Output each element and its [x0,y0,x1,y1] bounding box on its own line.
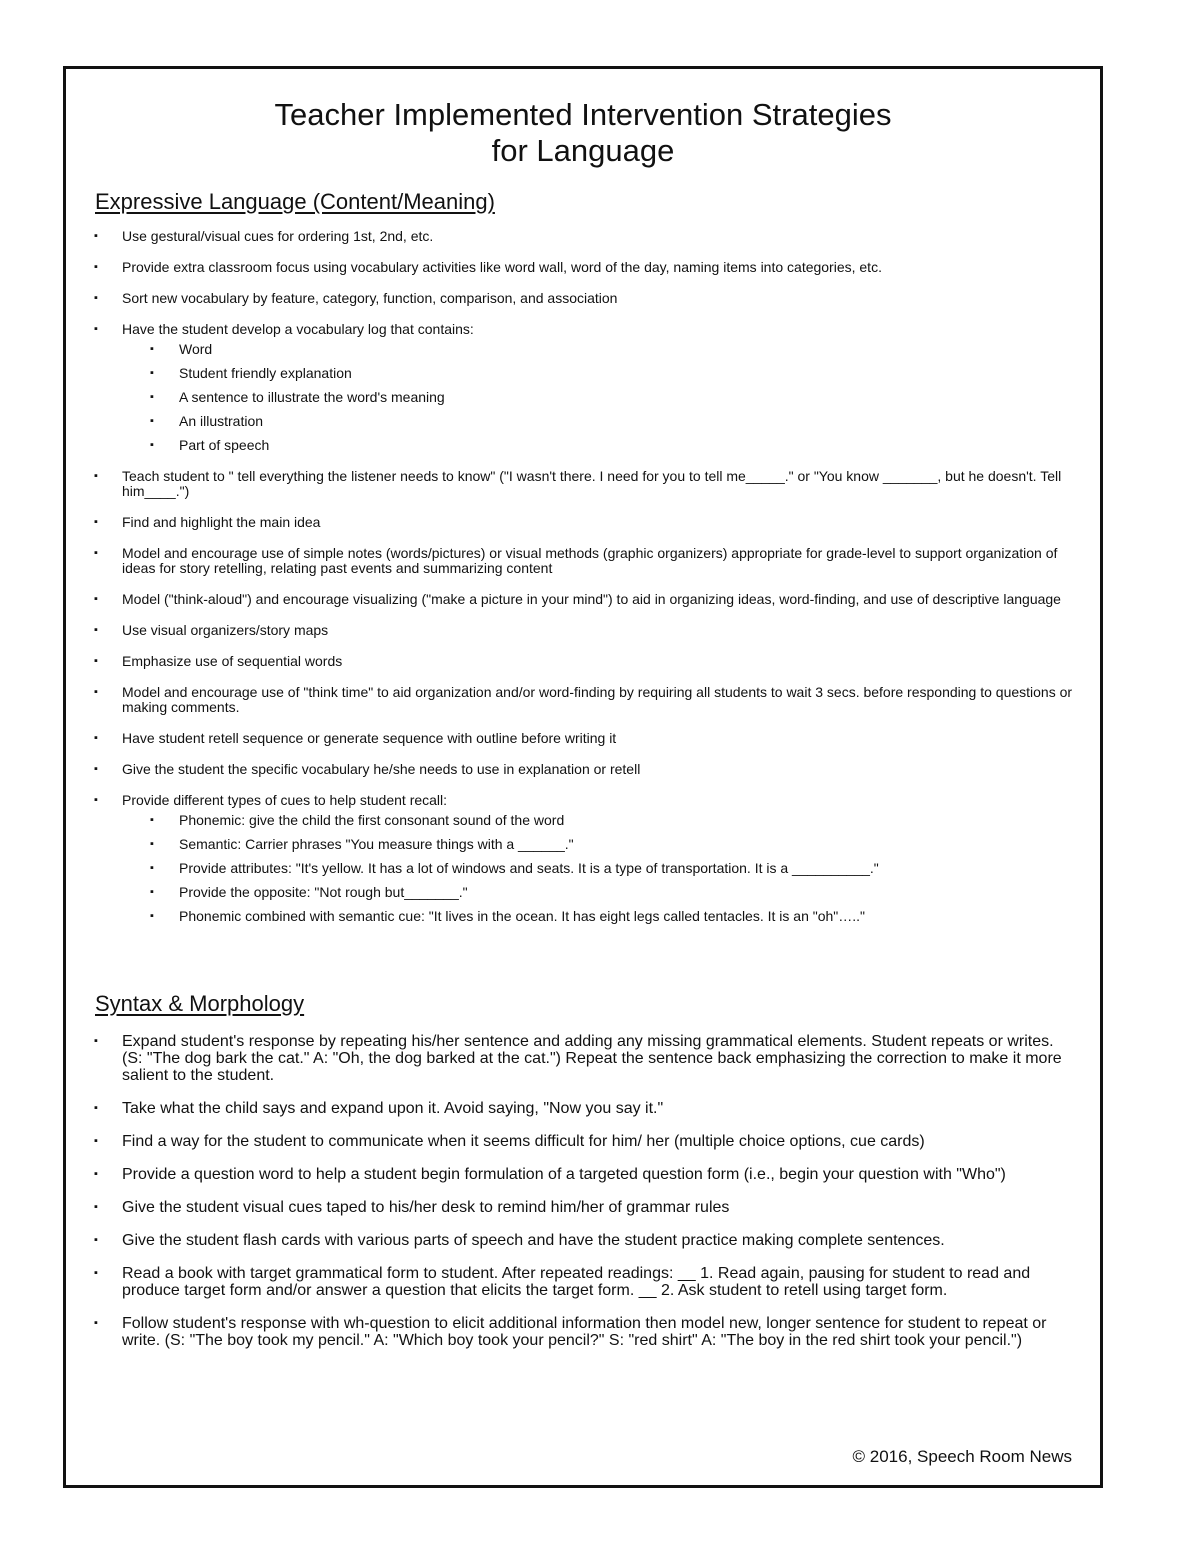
bullet-icon: ▪ [94,323,98,335]
list-item [94,1100,1078,1117]
list-item [94,1315,1078,1349]
list-item [94,515,1078,530]
bullet-icon: ▪ [94,1317,98,1329]
bullet-icon: ▪ [94,655,98,667]
list-item [94,260,1078,275]
list-item [94,592,1078,607]
expressive-strategies-list [94,229,1078,940]
sub-list [122,813,1078,924]
page-frame [63,66,1103,1488]
list-item-text: Model ("think-aloud") and encourage visualizing ("make a picture in your mind") to aid in organizing ideas, word-finding, and use of descriptive language [122,591,1061,607]
sub-list [122,342,1078,453]
bullet-icon: ▪ [150,343,154,355]
sub-list-item-text: A sentence to illustrate the word's meaning [179,389,445,405]
list-item-text: Read a book with target grammatical form to student. After repeated readings: __ 1. Read again, pausing for student to read and produce target form and/or answer a question that elicits the target form. __ 2. Ask student to retell using target form. [122,1265,1031,1299]
bullet-icon: ▪ [150,838,154,850]
bullet-icon: ▪ [150,439,154,451]
bullet-icon: ▪ [150,910,154,922]
sub-list-item-text: Phonemic combined with semantic cue: "It lives in the ocean. It has eight legs called tentacles. It is an "oh"….." [179,908,866,924]
bullet-icon: ▪ [94,261,98,273]
bullet-icon: ▪ [94,1102,98,1114]
bullet-icon: ▪ [150,862,154,874]
sub-list-item [122,390,1078,405]
list-item [94,731,1078,746]
list-item [94,322,1078,453]
sub-list-item-text: Word [179,341,213,357]
sub-list-item [122,861,1078,876]
sub-list-item-text: Phonemic: give the child the first consonant sound of the word [179,812,565,828]
bullet-icon: ▪ [94,516,98,528]
sub-list-item-text: Student friendly explanation [179,365,352,381]
bullet-icon: ▪ [94,470,98,482]
list-item [94,1265,1078,1299]
sub-list-item-text: An illustration [179,413,264,429]
sub-list-item [122,813,1078,828]
bullet-icon: ▪ [94,547,98,559]
bullet-icon: ▪ [94,1168,98,1180]
list-item [94,654,1078,669]
syntax-strategies-list [94,1033,1078,1365]
list-item-text: Expand student's response by repeating his/her sentence and adding any missing grammatical elements. Student repeats or writes. (S: "The dog bark the cat." A: "Oh, the dog barked at the cat.") Repeat the sentence back emphasizing the correction to make it more salient to the student. [122,1033,1062,1084]
bullet-icon: ▪ [94,1234,98,1246]
bullet-icon: ▪ [150,814,154,826]
sub-list-item [122,909,1078,924]
list-item [94,291,1078,306]
list-item [94,1166,1078,1183]
sub-list-item [122,837,1078,852]
list-item-text: Use visual organizers/story maps [122,622,329,638]
list-item-text: Give the student the specific vocabulary he/she needs to use in explanation or retell [122,761,641,777]
list-item [94,229,1078,244]
bullet-icon: ▪ [94,763,98,775]
list-item-text: Find a way for the student to communicate when it seems difficult for him/ her (multiple choice options, cue cards) [122,1133,925,1150]
sub-list-item [122,885,1078,900]
list-item-text: Provide a question word to help a student begin formulation of a targeted question form (i.e., begin your question with "Who") [122,1166,1006,1183]
list-item-text: Emphasize use of sequential words [122,653,343,669]
list-item [94,762,1078,777]
bullet-icon: ▪ [94,1267,98,1279]
syntax-morphology-heading: Syntax & Morphology [95,991,305,1016]
copyright-footer: © 2016, Speech Room News [852,1447,1072,1466]
expressive-language-heading: Expressive Language (Content/Meaning) [95,189,495,214]
bullet-icon: ▪ [150,415,154,427]
bullet-icon: ▪ [94,230,98,242]
list-item-text: Sort new vocabulary by feature, category, function, comparison, and association [122,290,618,306]
list-item-text: Teach student to " tell everything the listener needs to know" ("I wasn't there. I need for you to tell me_____." or "You know _______, but he doesn't. Tell him____.") [122,468,1062,499]
bullet-icon: ▪ [94,794,98,806]
sub-list-item [122,342,1078,357]
bullet-icon: ▪ [94,1135,98,1147]
list-item [94,1133,1078,1150]
list-item-text: Find and highlight the main idea [122,514,321,530]
list-item [94,469,1078,499]
list-item [94,623,1078,638]
bullet-icon: ▪ [94,624,98,636]
list-item-text: Provide different types of cues to help student recall: [122,792,448,808]
list-item [94,1033,1078,1084]
bullet-icon: ▪ [94,1201,98,1213]
sub-list-item [122,414,1078,429]
list-item [94,1232,1078,1249]
list-item-text: Give the student flash cards with various parts of speech and have the student practice making complete sentences. [122,1232,945,1249]
list-item-text: Model and encourage use of simple notes (words/pictures) or visual methods (graphic organizers) appropriate for grade-level to support organization of ideas for story retelling, relating past events and summarizing content [122,545,1058,576]
bullet-icon: ▪ [94,686,98,698]
bullet-icon: ▪ [94,593,98,605]
sub-list-item-text: Provide the opposite: "Not rough but_______." [179,884,468,900]
page-title-line-2: for Language [491,133,675,168]
bullet-icon: ▪ [150,367,154,379]
list-item-text: Use gestural/visual cues for ordering 1st, 2nd, etc. [122,228,434,244]
bullet-icon: ▪ [94,1035,98,1047]
page-title-line-1: Teacher Implemented Intervention Strategies [274,97,892,132]
bullet-icon: ▪ [150,886,154,898]
list-item [94,685,1078,715]
sub-list-item-text: Provide attributes: "It's yellow. It has a lot of windows and seats. It is a type of transportation. It is a __________." [179,860,879,876]
list-item-text: Provide extra classroom focus using vocabulary activities like word wall, word of the day, naming items into categories, etc. [122,259,882,275]
list-item [94,546,1078,576]
bullet-icon: ▪ [94,732,98,744]
list-item-text: Model and encourage use of "think time" to aid organization and/or word-finding by requiring all students to wait 3 secs. before responding to questions or making comments. [122,684,1073,715]
list-item-text: Have the student develop a vocabulary log that contains: [122,321,474,337]
sub-list-item [122,438,1078,453]
sub-list-item-text: Semantic: Carrier phrases "You measure things with a ______." [179,836,574,852]
list-item-text: Have student retell sequence or generate sequence with outline before writing it [122,730,617,746]
sub-list-item [122,366,1078,381]
list-item [94,1199,1078,1216]
sub-list-item-text: Part of speech [179,437,270,453]
bullet-icon: ▪ [94,292,98,304]
list-item-text: Follow student's response with wh-question to elicit additional information then model new, longer sentence for student to repeat or write. (S: "The boy took my pencil." A: "Which boy took your pencil?" S: "red shirt" A: "The boy in the red shirt took your pencil.") [122,1315,1047,1349]
list-item-text: Give the student visual cues taped to his/her desk to remind him/her of grammar rules [122,1199,730,1216]
list-item [94,793,1078,924]
bullet-icon: ▪ [150,391,154,403]
list-item-text: Take what the child says and expand upon it. Avoid saying, "Now you say it." [122,1100,664,1117]
